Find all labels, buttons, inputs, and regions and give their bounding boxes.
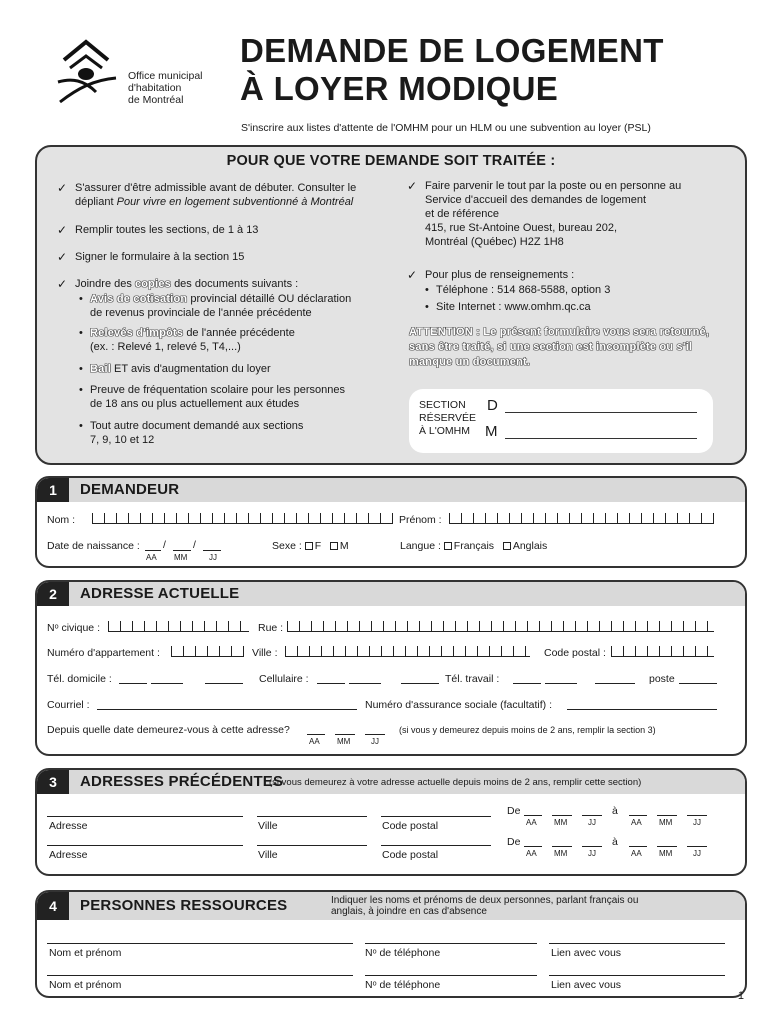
nas-label: Numéro d'assurance sociale (facultatif) : xyxy=(365,699,553,711)
tel-domicile-label: Tél. domicile : xyxy=(47,673,112,685)
reserved-m-field[interactable] xyxy=(505,438,697,439)
day-hint: JJ xyxy=(588,849,596,858)
section-header xyxy=(37,478,745,502)
prev-ville-field-1[interactable] xyxy=(257,816,367,817)
postal-label: Code postal : xyxy=(544,647,606,659)
contact-nom-field-1[interactable] xyxy=(47,943,353,944)
sexe-f-checkbox[interactable] xyxy=(305,542,313,550)
lien-label: Lien avec vous xyxy=(551,979,622,991)
civique-label: Nᵒ civique : xyxy=(47,622,100,634)
prev-from-day-1[interactable] xyxy=(582,815,602,816)
doc-item: • Avis de cotisation provincial détaillé OU déclaration de revenus provinciale de l'année précédente xyxy=(79,293,352,319)
prev-to-year-1[interactable] xyxy=(629,815,647,816)
dob-label: Date de naissance : xyxy=(47,540,140,552)
depuis-note: (si vous y demeurez depuis moins de 2 ans, remplir la section 3) xyxy=(399,725,656,735)
adresse-label: Adresse xyxy=(49,820,88,832)
attention-note: ATTENTION : Le présent formulaire vous sera retourné, sans être traité, si une section est incomplète ou s'il manque un document. xyxy=(409,326,710,368)
prenom-label: Prénom : xyxy=(399,514,442,526)
month-hint: MM xyxy=(659,849,673,858)
prev-from-year-2[interactable] xyxy=(524,846,542,847)
courriel-field[interactable] xyxy=(97,709,357,710)
omhm-logo-icon xyxy=(50,38,122,106)
prev-to-month-2[interactable] xyxy=(657,846,677,847)
poste-label: poste xyxy=(649,673,675,685)
month-hint: MM xyxy=(174,553,188,562)
day-hint: JJ xyxy=(209,553,217,562)
check-sections: ✓ Remplir toutes les sections, de 1 à 13 xyxy=(57,223,259,237)
langue-fr-label: Français xyxy=(453,540,495,552)
contact-tel-field-1[interactable] xyxy=(365,943,537,944)
month-hint: MM xyxy=(659,818,673,827)
depuis-month-field[interactable] xyxy=(335,734,355,735)
prev-from-month-2[interactable] xyxy=(552,846,572,847)
depuis-year-field[interactable] xyxy=(307,734,325,735)
tel-label: Nᵒ de téléphone xyxy=(365,979,441,991)
month-hint: MM xyxy=(554,849,568,858)
date-separator: / xyxy=(193,539,196,551)
de-label: De xyxy=(507,836,521,848)
check-eligibility: ✓ S'assurer d'être admissible avant de débuter. Consulter le dépliant Pour vivre en logement subventionné à Montréal xyxy=(57,181,357,208)
org-name: Office municipal d'habitation de Montréal xyxy=(128,70,203,106)
month-hint: MM xyxy=(554,818,568,827)
section-title: DEMANDEUR xyxy=(80,481,180,498)
lien-label: Lien avec vous xyxy=(551,947,622,959)
dob-day-field[interactable] xyxy=(203,550,221,551)
prev-to-year-2[interactable] xyxy=(629,846,647,847)
langue-en-label: Anglais xyxy=(512,540,548,552)
check-icon: ✓ xyxy=(57,181,68,195)
cellulaire-prefix-field[interactable] xyxy=(349,683,381,684)
ville-label: Ville xyxy=(258,820,278,832)
de-label: De xyxy=(507,805,521,817)
adresse-label: Adresse xyxy=(49,849,88,861)
ville-label: Ville xyxy=(258,849,278,861)
phone-info: • Téléphone : 514 868-5588, option 3 xyxy=(425,284,611,296)
a-label: à xyxy=(612,805,618,817)
poste-field[interactable] xyxy=(679,683,717,684)
prev-from-month-1[interactable] xyxy=(552,815,572,816)
rue-label: Rue : xyxy=(258,622,284,634)
tel-travail-label: Tél. travail : xyxy=(445,673,500,685)
cellulaire-label: Cellulaire : xyxy=(259,673,309,685)
prev-to-month-1[interactable] xyxy=(657,815,677,816)
day-hint: JJ xyxy=(588,818,596,827)
section-number: 3 xyxy=(37,770,69,794)
postal-field[interactable] xyxy=(611,646,714,657)
section-header xyxy=(37,770,745,794)
doc-item: • Tout autre document demandé aux sections 7, 9, 10 et 12 xyxy=(79,420,304,446)
courriel-label: Courriel : xyxy=(47,699,90,711)
section-header xyxy=(37,582,745,606)
reserved-d-label: D xyxy=(487,397,498,414)
page-title: DEMANDE DE LOGEMENT À LOYER MODIQUE xyxy=(240,32,664,107)
tel-domicile-number-field[interactable] xyxy=(205,683,243,684)
check-icon: ✓ xyxy=(57,277,68,291)
postal-label: Code postal xyxy=(382,820,439,832)
section-note: Indiquer les noms et prénoms de deux personnes, parlant français ou anglais, à joindre en cas d'absence xyxy=(331,895,639,917)
doc-item: • Preuve de fréquentation scolaire pour les personnes de 18 ans ou plus actuellement aux études xyxy=(79,384,345,410)
cellulaire-number-field[interactable] xyxy=(401,683,439,684)
section-number: 4 xyxy=(37,892,69,920)
doc-item: • Bail ET avis d'augmentation du loyer xyxy=(79,363,271,375)
section-2-adresse-actuelle xyxy=(35,580,747,756)
reserved-m-label: M xyxy=(485,423,498,440)
month-hint: MM xyxy=(337,737,351,746)
prev-adresse-field-2[interactable] xyxy=(47,845,243,846)
day-hint: JJ xyxy=(371,737,379,746)
appt-label: Numéro d'appartement : xyxy=(47,647,160,659)
postal-label: Code postal xyxy=(382,849,439,861)
section-number: 1 xyxy=(37,478,69,502)
nom-label: Nom et prénom xyxy=(49,979,122,991)
year-hint: AA xyxy=(526,818,537,827)
langue-label: Langue : xyxy=(400,540,441,552)
prev-postal-field-1[interactable] xyxy=(381,816,491,817)
nom-label: Nom : xyxy=(47,514,76,526)
ville-label: Ville : xyxy=(252,647,278,659)
sexe-m-checkbox[interactable] xyxy=(330,542,338,550)
civique-field[interactable] xyxy=(108,621,249,632)
subtitle: S'inscrire aux listes d'attente de l'OMHM pour un HLM ou une subvention au loyer (PSL) xyxy=(241,122,651,134)
depuis-label: Depuis quelle date demeurez-vous à cette adresse? xyxy=(47,724,290,736)
sexe-f-label: F xyxy=(314,540,322,552)
year-hint: AA xyxy=(146,553,157,562)
year-hint: AA xyxy=(631,849,642,858)
section-3-adresses-precedentes xyxy=(35,768,747,876)
ville-field[interactable] xyxy=(285,646,530,657)
day-hint: JJ xyxy=(693,849,701,858)
page-number: 1 xyxy=(737,990,744,1002)
section-title: PERSONNES RESSOURCES xyxy=(80,897,288,914)
check-icon: ✓ xyxy=(57,223,68,237)
date-separator: / xyxy=(163,539,166,551)
nom-label: Nom et prénom xyxy=(49,947,122,959)
section-number: 2 xyxy=(37,582,69,606)
prev-adresse-field-1[interactable] xyxy=(47,816,243,817)
tel-label: Nᵒ de téléphone xyxy=(365,947,441,959)
rue-field[interactable] xyxy=(287,621,714,632)
appt-field[interactable] xyxy=(171,646,244,657)
prev-ville-field-2[interactable] xyxy=(257,845,367,846)
section-header xyxy=(37,892,745,920)
contact-nom-field-2[interactable] xyxy=(47,975,353,976)
langue-group xyxy=(400,540,547,552)
sexe-label: Sexe : xyxy=(272,540,302,552)
reserved-label: SECTION RÉSERVÉE À L'OMHM xyxy=(419,399,476,437)
langue-fr-checkbox[interactable] xyxy=(444,542,452,550)
nom-field[interactable] xyxy=(92,513,393,524)
dob-year-field[interactable] xyxy=(145,550,161,551)
section-4-personnes-ressources xyxy=(35,890,747,998)
website-info: • Site Internet : www.omhm.qc.ca xyxy=(425,301,591,313)
cellulaire-area-field[interactable] xyxy=(317,683,345,684)
tel-domicile-area-field[interactable] xyxy=(119,683,147,684)
tel-travail-number-field[interactable] xyxy=(595,683,635,684)
contact-lien-field-2[interactable] xyxy=(549,975,725,976)
day-hint: JJ xyxy=(693,818,701,827)
dob-month-field[interactable] xyxy=(173,550,191,551)
check-info: ✓ Pour plus de renseignements : xyxy=(407,268,575,282)
year-hint: AA xyxy=(631,818,642,827)
prev-from-year-1[interactable] xyxy=(524,815,542,816)
check-documents: ✓ Joindre des copies des documents suivants : xyxy=(57,277,299,291)
year-hint: AA xyxy=(526,849,537,858)
tel-domicile-prefix-field[interactable] xyxy=(151,683,183,684)
prev-from-day-2[interactable] xyxy=(582,846,602,847)
contact-lien-field-1[interactable] xyxy=(549,943,725,944)
year-hint: AA xyxy=(309,737,320,746)
prev-postal-field-2[interactable] xyxy=(381,845,491,846)
nas-field[interactable] xyxy=(567,709,717,710)
check-sign: ✓ Signer le formulaire à la section 15 xyxy=(57,250,245,264)
check-send: ✓ Faire parvenir le tout par la poste ou en personne au Service d'accueil des demandes de logement et de référence 415, rue St-Antoine Ouest, bureau 202, Montréal (Québec) H2Z 1H8 xyxy=(407,179,682,248)
check-icon: ✓ xyxy=(407,179,418,193)
sexe-m-label: M xyxy=(339,540,349,552)
check-icon: ✓ xyxy=(57,250,68,264)
section-title: ADRESSE ACTUELLE xyxy=(80,585,240,602)
instructions-box xyxy=(35,145,747,465)
langue-en-checkbox[interactable] xyxy=(503,542,511,550)
tel-travail-prefix-field[interactable] xyxy=(545,683,577,684)
depuis-day-field[interactable] xyxy=(365,734,385,735)
check-icon: ✓ xyxy=(407,268,418,282)
prev-to-day-1[interactable] xyxy=(687,815,707,816)
a-label: à xyxy=(612,836,618,848)
reserved-d-field[interactable] xyxy=(505,412,697,413)
sexe-group xyxy=(272,540,349,552)
instructions-heading: POUR QUE VOTRE DEMANDE SOIT TRAITÉE : xyxy=(226,153,556,169)
prenom-field[interactable] xyxy=(449,513,714,524)
doc-item: • Relevés d'impôts de l'année précédente (ex. : Relevé 1, relevé 5, T4,...) xyxy=(79,327,295,353)
contact-tel-field-2[interactable] xyxy=(365,975,537,976)
omhm-reserved-box xyxy=(409,389,713,453)
section-title: ADRESSES PRÉCÉDENTES xyxy=(80,773,284,790)
prev-to-day-2[interactable] xyxy=(687,846,707,847)
tel-travail-area-field[interactable] xyxy=(513,683,541,684)
section-1-demandeur xyxy=(35,476,747,568)
section-note: (si vous demeurez à votre adresse actuelle depuis moins de 2 ans, remplir cette section) xyxy=(269,777,642,788)
